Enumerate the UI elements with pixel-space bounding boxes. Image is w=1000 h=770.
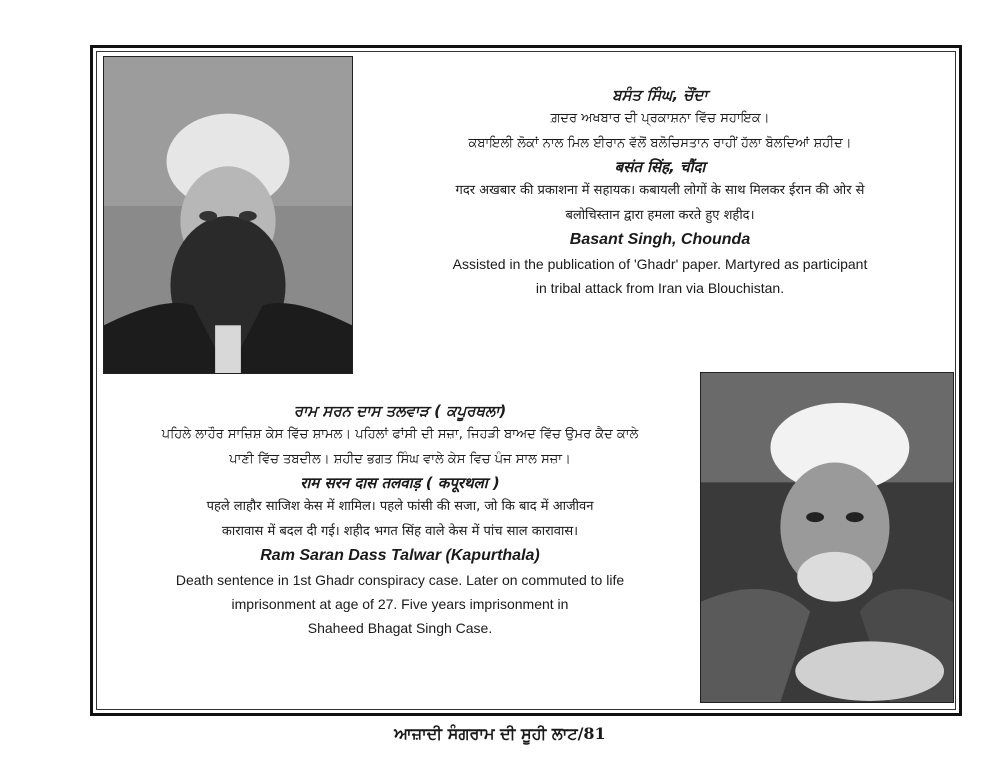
name-english: Basant Singh, Chounda [569, 231, 751, 248]
name-hindi: बसंत सिंह, चौंदा [614, 158, 706, 176]
desc-english-line: Shaheed Bhagat Singh Case. [307, 620, 493, 636]
desc-hindi-line: गदर अखबार की प्रकाशना में सहायक। कबायली लोगों के साथ मिलकर ईरान की ओर से [455, 183, 865, 198]
desc-english-line: imprisonment at age of 27. Five years imprisonment in [231, 596, 569, 612]
desc-hindi-line: बलोचिस्तान द्वारा हमला करते हुए शहीद। [565, 208, 755, 223]
name-punjabi: ਬਸੰਤ ਸਿੰਘ, ਚੌਂਦਾ [612, 86, 708, 104]
desc-hindi-line: कारावास में बदल दी गई। शहीद भगत सिंह वाले केस में पांच साल कारावास। [221, 524, 579, 539]
name-english: Ram Saran Dass Talwar (Kapurthala) [260, 547, 540, 564]
desc-english-line: in tribal attack from Iran via Blouchistan. [535, 280, 785, 296]
desc-punjabi-line: ਗ਼ਦਰ ਅਖਬਾਰ ਦੀ ਪ੍ਰਕਾਸ਼ਨਾ ਵਿੱਚ ਸਹਾਇਕ। [550, 111, 770, 126]
desc-punjabi-line: ਪਹਿਲੇ ਲਾਹੌਰ ਸਾਜ਼ਿਸ਼ ਕੇਸ ਵਿੱਚ ਸ਼ਾਮਲ। ਪਹਿਲਾਂ ਫਾਂਸੀ ਦੀ ਸਜ਼ਾ, ਜਿਹੜੀ ਬਾਅਦ ਵਿੱਚ ਉਮਰ ਕੈਦ ਕਾਲੇ [161, 427, 639, 442]
entry-basant-singh [360, 84, 960, 300]
desc-punjabi-line: ਕਬਾਇਲੀ ਲੋਕਾਂ ਨਾਲ ਮਿਲ ਈਰਾਨ ਵੱਲੋਂ ਬਲੋਚਿਸਤਾਨ ਰਾਹੀਂ ਹੱਲਾ ਬੋਲਦਿਆਂ ਸ਼ਹੀਦ। [468, 136, 852, 151]
entry-ram-saran-dass [100, 400, 700, 640]
desc-english-line: Death sentence in 1st Ghadr conspiracy case. Later on commuted to life [175, 572, 625, 588]
portrait-ram-saran-dass [700, 372, 954, 703]
portrait-basant-singh [103, 56, 353, 374]
desc-punjabi-line: ਪਾਣੀ ਵਿੱਚ ਤਬਦੀਲ। ਸ਼ਹੀਦ ਭਗਤ ਸਿੰਘ ਵਾਲੇ ਕੇਸ ਵਿਚ ਪੰਜ ਸਾਲ ਸਜ਼ਾ। [229, 452, 571, 467]
name-punjabi: ਰਾਮ ਸਰਨ ਦਾਸ ਤਲਵਾੜ ( ਕਪੂਰਥਲਾ) [293, 402, 507, 420]
name-hindi: राम सरन दास तलवाड़ ( कपूरथला ) [300, 474, 500, 492]
page-footer: ਆਜ਼ਾਦੀ ਸੰਗਰਾਮ ਦੀ ਸੂਹੀ ਲਾਟ/81 [394, 724, 606, 743]
desc-english-line: Assisted in the publication of 'Ghadr' paper. Martyred as participant [452, 256, 868, 272]
desc-hindi-line: पहले लाहौर साजिश केस में शामिल। पहले फांसी की सजा, जो कि बाद में आजीवन [206, 499, 594, 514]
